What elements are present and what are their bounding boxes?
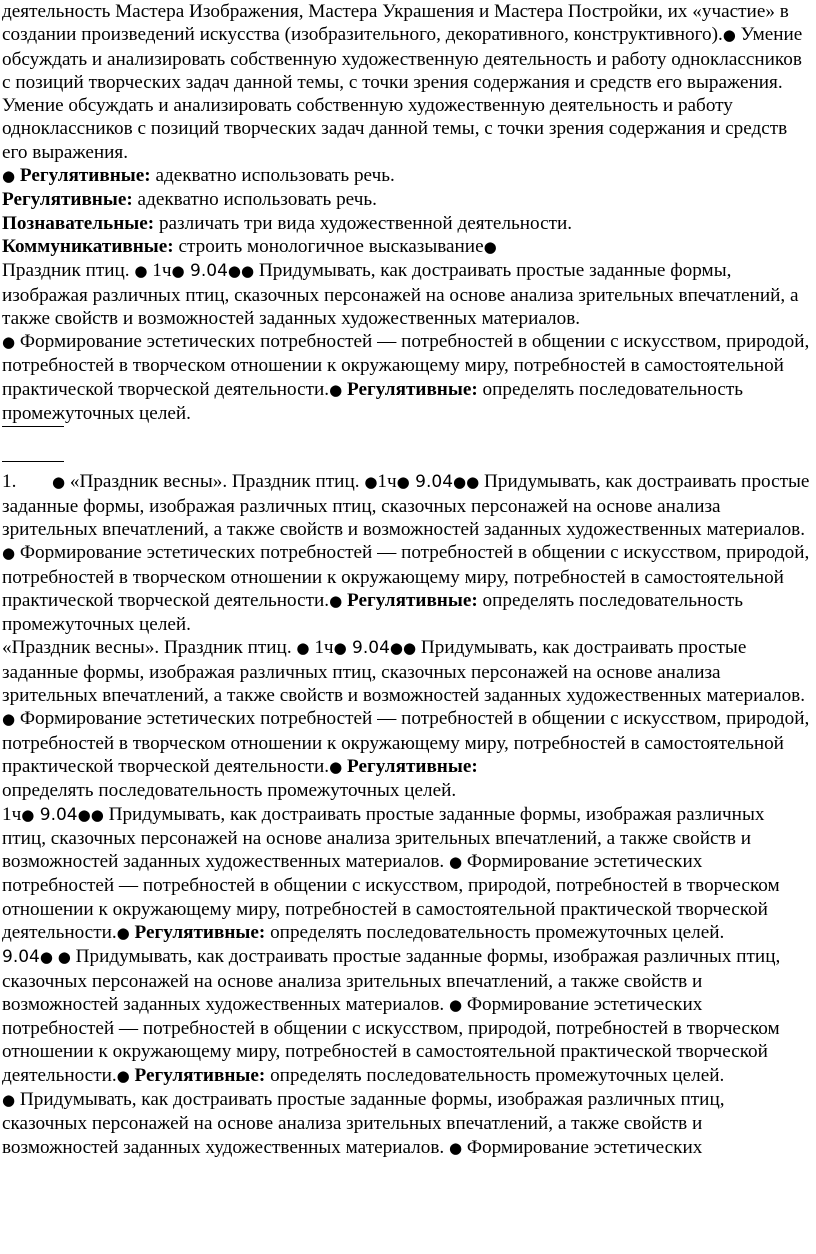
bullet-icon: ● xyxy=(2,167,16,186)
bullet-icon: ● xyxy=(448,853,463,872)
bullet-icon: ● xyxy=(39,948,53,967)
bullet-icon: ● xyxy=(21,805,35,824)
bullet-icon: ● xyxy=(2,544,16,563)
list-item-1: 1. ● «Праздник весны». Праздник птиц. ●1ч● 9.04●● Придумывать, как достраивать простые заданные формы, изображая различных птиц, сказочных персонажей на основе анализа зрительных впечатлений, а также свойств и возможностей заданных художественных материалов. ● Формирование эстетических потребностей — потребностей в общении с искусством, природой, потребностей в творческом отношении к окружающему миру, потребностей в самостоятельной практической творческой деятельности.● Регулятивные: определять последовательность промежуточных целей. xyxy=(2,471,810,636)
bullet-icon: ● xyxy=(2,333,16,352)
paragraph-one-hour: 1ч● 9.04●● Придумывать, как достраивать простые заданные формы, изображая различных птиц, сказочных персонажей на основе анализа зрительных впечатлений, а также свойств и возможностей заданных художественных материалов. ● Формирование эстетических потребностей — потребностей в общении с искусством, природой, потребностей в творческом отношении к окружающему миру, потребностей в самостоятельной практической творческой деятельности.● Регулятивные: определять последовательность промежуточных целей. xyxy=(2,803,780,943)
bullet-icon: ● xyxy=(722,26,736,45)
paragraph-regulative-2: Регулятивные: адекватно использовать речь. xyxy=(2,189,377,211)
bullet-icon: ●● xyxy=(453,473,480,492)
paragraph-intro: деятельность Мастера Изображения, Мастера Украшения и Мастера Постройки, их «участие» в создании произведений искусства (изобразительного, декоративного, конструктивного).● Умение обсуждать и анализировать собственную художественную деятельность и работу одноклассников с позиций творческих задач данной темы, с точки зрения содержания и средств его выражения. xyxy=(2,1,803,93)
bullet-icon: ● xyxy=(329,591,343,610)
paragraph-date: 9.04● ● Придумывать, как достраивать простые заданные формы, изображая различных птиц, сказочных персонажей на основе анализа зрительных впечатлений, а также свойств и возможностей заданных художественных материалов. ● Формирование эстетических потребностей — потребностей в общении с искусством, природой, потребностей в творческом отношении к окружающему миру, потребностей в самостоятельной практической творческой деятельности.● Регулятивные: определять последовательность промежуточных целей. xyxy=(2,946,781,1086)
bullet-icon: ● xyxy=(52,473,66,492)
bullet-icon: ● xyxy=(448,995,463,1014)
paragraph-communicative: Коммуникативные: строить монологичное высказывание● xyxy=(2,235,497,257)
bullet-icon: ● xyxy=(2,710,16,729)
bullet-icon: ● xyxy=(448,1138,463,1157)
paragraph-discuss: Умение обсуждать и анализировать собственную художественную деятельность и работу одноклассников с позиций творческих задач данной темы, с точки зрения содержания и средств его выражения. xyxy=(2,95,788,163)
bullet-icon: ●● xyxy=(77,805,104,824)
bullet-icon: ● xyxy=(116,923,130,942)
bullet-icon: ● xyxy=(364,473,378,492)
paragraph-bird-festival: Праздник птиц. ● 1ч● 9.04●● Придумывать, как достраивать простые заданные формы, изображая различных птиц, сказочных персонажей на основе анализа зрительных впечатлений, а также свойств и возможностей заданных художественных материалов. ● Формирование эстетических потребностей — потребностей в общении с искусством, природой, потребностей в творческом отношении к окружающему миру, потребностей в самостоятельной практической творческой деятельности.● Регулятивные: определять последовательность промежуточных целей. xyxy=(2,260,810,425)
bullet-icon: ● xyxy=(296,639,310,658)
bullet-icon: ● xyxy=(2,1091,16,1110)
bullet-icon: ●● xyxy=(227,262,255,281)
bullet-icon: ● xyxy=(329,757,343,776)
bullet-icon: ● xyxy=(116,1066,130,1085)
bullet-icon: ● xyxy=(134,262,148,281)
bullet-icon: ●● xyxy=(389,639,417,658)
bullet-icon: ● xyxy=(483,237,497,256)
paragraph-invent: ● Придумывать, как достраивать простые заданные формы, изображая различных птиц, сказочных персонажей на основе анализа зрительных впечатлений, а также свойств и возможностей заданных художественных материалов. ● Формирование эстетических xyxy=(2,1089,725,1158)
bullet-icon: ● xyxy=(57,948,71,967)
bullet-icon: ● xyxy=(329,380,343,399)
bullet-icon: ● xyxy=(333,639,347,658)
bullet-icon: ● xyxy=(171,262,185,281)
paragraph-spring-festival: «Праздник весны». Праздник птиц. ● 1ч● 9.04●● Придумывать, как достраивать простые заданные формы, изображая различных птиц, сказочных персонажей на основе анализа зрительных впечатлений, а также свойств и возможностей заданных художественных материалов. ● Формирование эстетических потребностей — потребностей в общении с искусством, природой, потребностей в творческом отношении к окружающему миру, потребностей в самостоятельной практической творческой деятельности.● Регулятивные: определять последовательность промежуточных целей. xyxy=(2,637,810,802)
bullet-icon: ● xyxy=(396,473,410,492)
divider-line xyxy=(2,461,64,462)
paragraph-regulative-1: ● Регулятивные: адекватно использовать речь. xyxy=(2,165,395,187)
paragraph-cognitive: Познавательные: различать три вида художественной деятельности. xyxy=(2,212,573,234)
divider-line xyxy=(2,426,64,427)
